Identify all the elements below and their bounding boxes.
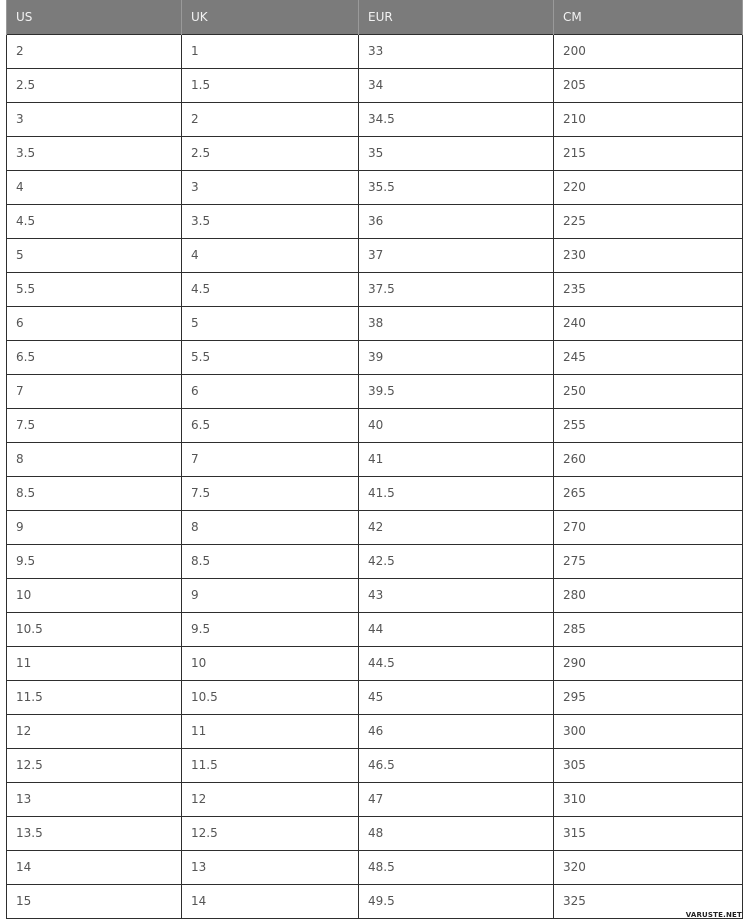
cell-eur: 35: [359, 136, 554, 170]
cell-uk: 11.5: [182, 748, 359, 782]
cell-eur: 40: [359, 408, 554, 442]
cell-us: 12.5: [7, 748, 182, 782]
cell-cm: 310: [554, 782, 743, 816]
cell-eur: 33: [359, 34, 554, 68]
cell-cm: 235: [554, 272, 743, 306]
cell-us: 8: [7, 442, 182, 476]
table-row: [7, 612, 743, 646]
cell-eur: 48.5: [359, 850, 554, 884]
cell-uk: 8: [182, 510, 359, 544]
cell-uk: 2: [182, 102, 359, 136]
cell-cm: 325: [554, 884, 743, 918]
cell-eur: 44.5: [359, 646, 554, 680]
table-row: [7, 476, 743, 510]
table-header: [7, 0, 743, 34]
cell-us: 14: [7, 850, 182, 884]
cell-eur: 37: [359, 238, 554, 272]
cell-uk: 3: [182, 170, 359, 204]
cell-cm: 245: [554, 340, 743, 374]
cell-eur: 41.5: [359, 476, 554, 510]
cell-eur: 44: [359, 612, 554, 646]
table-row: [7, 34, 743, 68]
table-row: [7, 578, 743, 612]
cell-cm: 250: [554, 374, 743, 408]
cell-cm: 200: [554, 34, 743, 68]
cell-eur: 48: [359, 816, 554, 850]
table-row: [7, 544, 743, 578]
table-row: [7, 102, 743, 136]
table-row: [7, 238, 743, 272]
cell-uk: 5.5: [182, 340, 359, 374]
cell-eur: 38: [359, 306, 554, 340]
header-uk: UK: [182, 0, 359, 34]
cell-cm: 285: [554, 612, 743, 646]
cell-cm: 210: [554, 102, 743, 136]
cell-us: 6: [7, 306, 182, 340]
cell-eur: 42.5: [359, 544, 554, 578]
cell-us: 12: [7, 714, 182, 748]
table-row: [7, 204, 743, 238]
cell-us: 13: [7, 782, 182, 816]
cell-uk: 1: [182, 34, 359, 68]
cell-cm: 320: [554, 850, 743, 884]
cell-us: 2.5: [7, 68, 182, 102]
cell-us: 7.5: [7, 408, 182, 442]
cell-cm: 205: [554, 68, 743, 102]
cell-uk: 11: [182, 714, 359, 748]
cell-cm: 305: [554, 748, 743, 782]
table-row: [7, 306, 743, 340]
table-row: [7, 816, 743, 850]
table-body: [7, 34, 743, 918]
cell-uk: 7: [182, 442, 359, 476]
cell-us: 2: [7, 34, 182, 68]
cell-uk: 13: [182, 850, 359, 884]
cell-cm: 290: [554, 646, 743, 680]
cell-eur: 45: [359, 680, 554, 714]
table-row: [7, 646, 743, 680]
cell-uk: 14: [182, 884, 359, 918]
cell-us: 4.5: [7, 204, 182, 238]
cell-eur: 46: [359, 714, 554, 748]
cell-us: 5.5: [7, 272, 182, 306]
cell-eur: 49.5: [359, 884, 554, 918]
size-conversion-table: [6, 0, 743, 919]
cell-uk: 6: [182, 374, 359, 408]
table-row: [7, 68, 743, 102]
cell-eur: 39: [359, 340, 554, 374]
cell-us: 4: [7, 170, 182, 204]
table-row: [7, 374, 743, 408]
cell-eur: 36: [359, 204, 554, 238]
cell-cm: 280: [554, 578, 743, 612]
header-eur: EUR: [359, 0, 554, 34]
cell-cm: 225: [554, 204, 743, 238]
table-row: [7, 442, 743, 476]
cell-us: 9: [7, 510, 182, 544]
cell-uk: 8.5: [182, 544, 359, 578]
cell-us: 3.5: [7, 136, 182, 170]
cell-eur: 37.5: [359, 272, 554, 306]
cell-uk: 9.5: [182, 612, 359, 646]
table-row: [7, 510, 743, 544]
cell-uk: 10: [182, 646, 359, 680]
cell-uk: 4.5: [182, 272, 359, 306]
table-row: [7, 408, 743, 442]
cell-uk: 1.5: [182, 68, 359, 102]
cell-uk: 9: [182, 578, 359, 612]
cell-us: 11: [7, 646, 182, 680]
cell-uk: 6.5: [182, 408, 359, 442]
cell-cm: 230: [554, 238, 743, 272]
table-row: [7, 340, 743, 374]
cell-us: 3: [7, 102, 182, 136]
cell-uk: 4: [182, 238, 359, 272]
cell-eur: 35.5: [359, 170, 554, 204]
cell-cm: 265: [554, 476, 743, 510]
cell-uk: 10.5: [182, 680, 359, 714]
table-row: [7, 714, 743, 748]
cell-cm: 275: [554, 544, 743, 578]
cell-cm: 220: [554, 170, 743, 204]
cell-uk: 12.5: [182, 816, 359, 850]
cell-us: 9.5: [7, 544, 182, 578]
cell-us: 11.5: [7, 680, 182, 714]
cell-cm: 255: [554, 408, 743, 442]
cell-us: 6.5: [7, 340, 182, 374]
cell-eur: 43: [359, 578, 554, 612]
table-row: [7, 272, 743, 306]
cell-eur: 41: [359, 442, 554, 476]
cell-uk: 3.5: [182, 204, 359, 238]
cell-uk: 5: [182, 306, 359, 340]
header-cm: CM: [554, 0, 743, 34]
cell-cm: 300: [554, 714, 743, 748]
table-row: [7, 680, 743, 714]
cell-us: 10: [7, 578, 182, 612]
cell-us: 8.5: [7, 476, 182, 510]
cell-cm: 260: [554, 442, 743, 476]
cell-us: 13.5: [7, 816, 182, 850]
table-row: [7, 782, 743, 816]
cell-us: 15: [7, 884, 182, 918]
cell-us: 10.5: [7, 612, 182, 646]
cell-uk: 2.5: [182, 136, 359, 170]
cell-uk: 7.5: [182, 476, 359, 510]
header-row: [7, 0, 743, 34]
cell-us: 5: [7, 238, 182, 272]
cell-cm: 240: [554, 306, 743, 340]
cell-cm: 295: [554, 680, 743, 714]
table-row: [7, 748, 743, 782]
table-row: [7, 136, 743, 170]
cell-eur: 47: [359, 782, 554, 816]
cell-cm: 270: [554, 510, 743, 544]
watermark-logo: VARUSTE.NET: [685, 911, 742, 919]
table-row: [7, 170, 743, 204]
cell-eur: 42: [359, 510, 554, 544]
table-row: [7, 850, 743, 884]
cell-eur: 39.5: [359, 374, 554, 408]
cell-us: 7: [7, 374, 182, 408]
cell-eur: 34: [359, 68, 554, 102]
header-us: US: [7, 0, 182, 34]
cell-eur: 34.5: [359, 102, 554, 136]
cell-uk: 12: [182, 782, 359, 816]
cell-cm: 215: [554, 136, 743, 170]
cell-eur: 46.5: [359, 748, 554, 782]
cell-cm: 315: [554, 816, 743, 850]
table-row: [7, 884, 743, 918]
